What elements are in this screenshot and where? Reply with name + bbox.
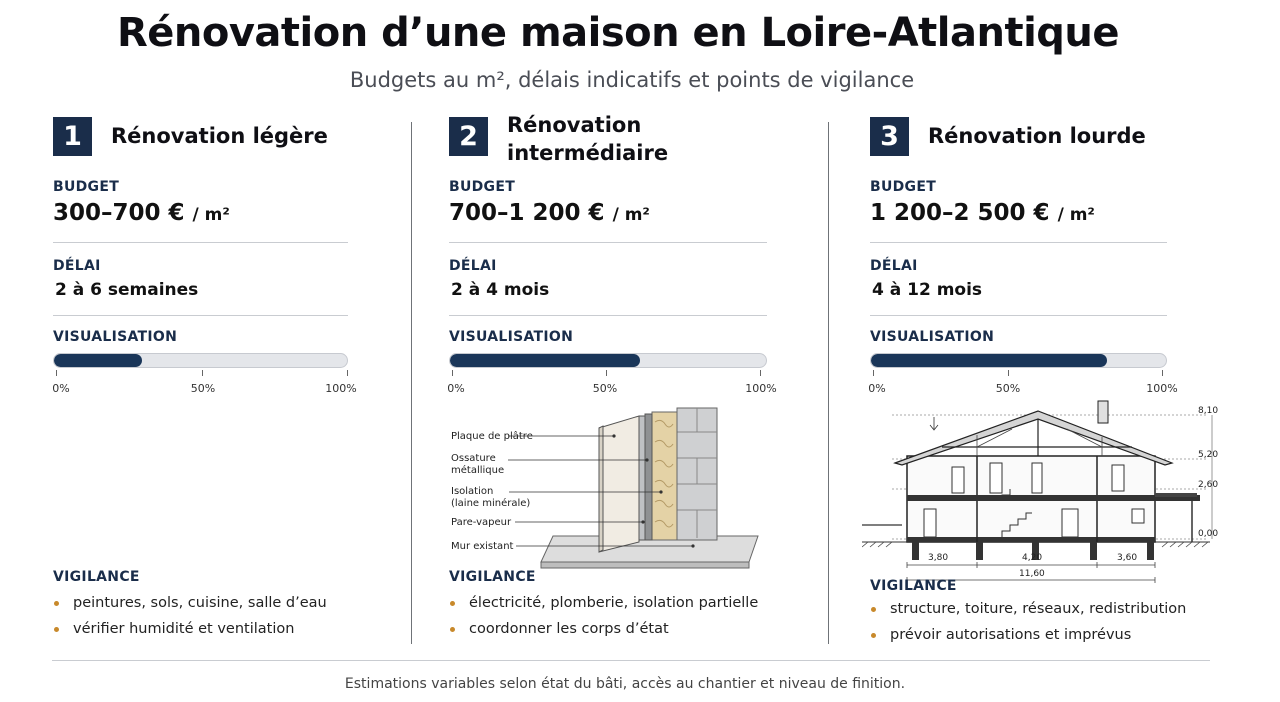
list-item: structure, toiture, réseaux, redistribution [870, 596, 1186, 622]
layer-label-insulation: Isolation [451, 486, 494, 497]
visualisation-label: VISUALISATION [53, 329, 178, 345]
tick-100 [760, 370, 761, 376]
vigilance-list [449, 590, 758, 642]
tick-label-50: 50% [592, 382, 618, 395]
width-label-2: 4,20 [1022, 553, 1043, 563]
tick-label-50: 50% [995, 382, 1021, 395]
column-intermediate-renovation [447, 112, 777, 652]
delay-label: DÉLAI [449, 258, 497, 274]
level-label-520: 5,20 [1198, 450, 1219, 460]
vigilance-list [870, 596, 1186, 648]
budget-range: 700–1 200 € [449, 200, 605, 226]
budget-value [449, 200, 650, 226]
layer-label-wall: Mur existant [451, 541, 514, 552]
vigilance-label: VIGILANCE [449, 569, 536, 585]
tick-0 [873, 370, 874, 376]
list-item: coordonner les corps d’état [449, 616, 758, 642]
layer-label-frame-2: métallique [451, 465, 505, 476]
budget-label: BUDGET [449, 179, 516, 195]
list-item: électricité, plomberie, isolation partielle [449, 590, 758, 616]
column-title-line-2: intermédiaire [507, 141, 669, 165]
footer-note: Estimations variables selon état du bâti, accès au chantier et niveau de finition. [344, 676, 906, 692]
tick-label-0: 0% [52, 382, 70, 395]
delay-value: 4 à 12 mois [872, 280, 983, 300]
delay-value: 2 à 4 mois [451, 280, 550, 300]
divider [449, 315, 767, 316]
column-title: Rénovation lourde [928, 124, 1146, 148]
visualisation-label: VISUALISATION [870, 329, 995, 345]
tick-100 [1162, 370, 1163, 376]
divider [53, 315, 348, 316]
tick-0 [452, 370, 453, 376]
level-label-260: 2,60 [1198, 480, 1219, 490]
footer-divider [52, 660, 1210, 661]
width-label-3: 3,60 [1117, 553, 1138, 563]
progress-fill [450, 354, 640, 367]
delay-value: 2 à 6 semaines [55, 280, 199, 300]
column-title [507, 111, 668, 167]
budget-value [53, 200, 230, 226]
vigilance-list [53, 590, 327, 642]
layer-label-frame: Ossature [451, 453, 496, 464]
tick-label-100: 100% [325, 382, 357, 395]
budget-unit: / m² [192, 205, 230, 225]
tick-label-100: 100% [745, 382, 777, 395]
divider [870, 242, 1167, 243]
budget-range: 300–700 € [53, 200, 185, 226]
column-light-renovation [52, 112, 357, 652]
budget-unit: / m² [1057, 205, 1095, 225]
delay-label: DÉLAI [53, 258, 101, 274]
vigilance-label: VIGILANCE [53, 569, 140, 585]
width-label-1: 3,80 [928, 553, 949, 563]
step-number-badge: 2 [449, 117, 488, 156]
divider [870, 315, 1167, 316]
progress-bar [449, 353, 767, 368]
progress-bar [870, 353, 1167, 368]
tick-0 [56, 370, 57, 376]
visualisation-label: VISUALISATION [449, 329, 574, 345]
page-title: Rénovation d’une maison en Loire-Atlantique [116, 10, 1120, 56]
list-item: prévoir autorisations et imprévus [870, 622, 1186, 648]
tick-label-0: 0% [447, 382, 465, 395]
column-title-line-1: Rénovation [507, 113, 642, 137]
total-width-label: 11,60 [1019, 569, 1045, 579]
list-item: peintures, sols, cuisine, salle d’eau [53, 590, 327, 616]
budget-label: BUDGET [870, 179, 937, 195]
tick-label-50: 50% [190, 382, 216, 395]
tick-label-0: 0% [868, 382, 886, 395]
progress-fill [54, 354, 142, 367]
column-divider-2 [828, 122, 829, 644]
step-number-badge: 3 [870, 117, 909, 156]
tick-50 [1008, 370, 1009, 376]
delay-label: DÉLAI [870, 258, 918, 274]
column-heavy-renovation [870, 112, 1250, 652]
vigilance-label: VIGILANCE [870, 578, 957, 594]
tick-50 [202, 370, 203, 376]
divider [449, 242, 767, 243]
step-number-badge: 1 [53, 117, 92, 156]
house-section-diagram [862, 397, 1222, 597]
budget-value [870, 200, 1095, 226]
budget-label: BUDGET [53, 179, 120, 195]
tick-50 [606, 370, 607, 376]
wall-section-diagram [449, 402, 769, 582]
layer-label-vapour: Pare-vapeur [451, 517, 512, 528]
layer-label-insulation-2: (laine minérale) [451, 498, 531, 509]
progress-bar [53, 353, 348, 368]
budget-range: 1 200–2 500 € [870, 200, 1050, 226]
page-subtitle: Budgets au m², délais indicatifs et points de vigilance [349, 68, 915, 92]
column-title: Rénovation légère [111, 124, 328, 148]
progress-fill [871, 354, 1107, 367]
budget-unit: / m² [612, 205, 650, 225]
column-divider-1 [411, 122, 412, 644]
level-label-810: 8,10 [1198, 406, 1219, 416]
layer-label-plaster: Plaque de plâtre [451, 431, 533, 442]
tick-label-100: 100% [1146, 382, 1178, 395]
level-label-000: 0,00 [1198, 529, 1219, 539]
divider [53, 242, 348, 243]
list-item: vérifier humidité et ventilation [53, 616, 327, 642]
tick-100 [347, 370, 348, 376]
